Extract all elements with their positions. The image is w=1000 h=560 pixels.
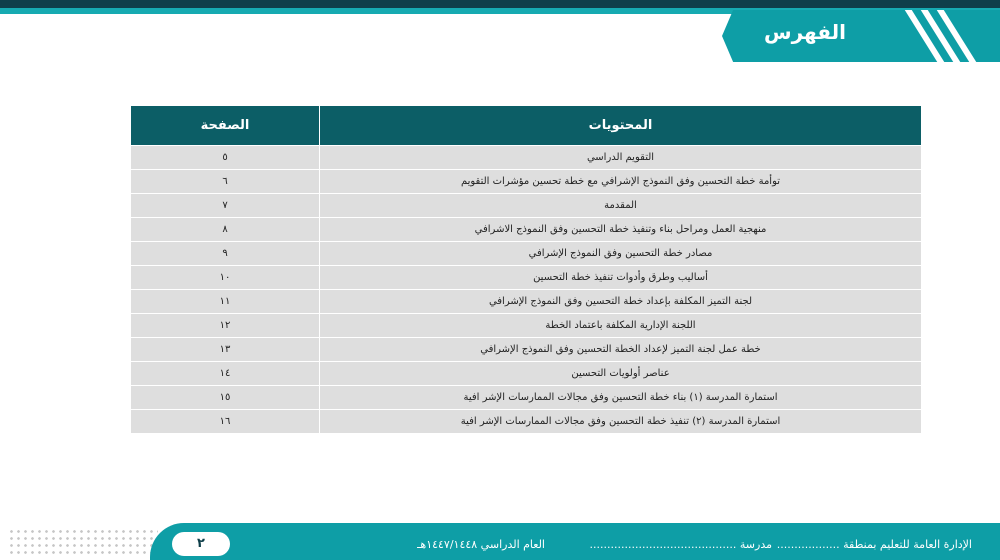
table-row [131,290,922,314]
footer-department: الإدارة العامة للتعليم بمنطقة .................. [776,538,972,551]
toc-entry-page: ١٤ [131,362,320,386]
toc-entry-title: المقدمة [320,194,922,218]
table-row [131,314,922,338]
toc-table [130,105,922,434]
toc-entry-page: ٧ [131,194,320,218]
table-row [131,266,922,290]
toc-entry-page: ١٠ [131,266,320,290]
header-contents: المحتويات [320,106,922,146]
page-title: الفهرس [763,20,846,44]
toc-entry-title: استمارة المدرسة (٢) تنفيذ خطة التحسين وفق مجالات الممارسات الإشر افية [320,410,922,434]
page-number: ٢ [172,532,230,556]
toc-entry-page: ١٣ [131,338,320,362]
toc-entry-title: التقويم الدراسي [320,146,922,170]
toc-entry-title: خطة عمل لجنة التميز لإعداد الخطة التحسين وفق النموذج الإشرافي [320,338,922,362]
toc-entry-title: لجنة التميز المكلفة بإعداد خطة التحسين وفق النموذج الإشرافي [320,290,922,314]
toc-entry-title: منهجية العمل ومراحل بناء وتنفيذ خطة التحسين وفق النموذج الاشرافي [320,218,922,242]
table-row [131,218,922,242]
header-page: الصفحة [131,106,320,146]
toc-entry-page: ١٥ [131,386,320,410]
toc-entry-page: ١٢ [131,314,320,338]
toc-entry-title: توأمة خطة التحسين وفق النموذج الإشرافي مع خطة تحسين مؤشرات التقويم [320,170,922,194]
toc-entry-title: عناصر أولويات التحسين [320,362,922,386]
toc-entry-page: ١١ [131,290,320,314]
toc-entry-page: ٨ [131,218,320,242]
toc-entry-page: ١٦ [131,410,320,434]
table-row [131,386,922,410]
toc-body [131,146,922,434]
toc-entry-title: أساليب وطرق وأدوات تنفيذ خطة التحسين [320,266,922,290]
table-row [131,338,922,362]
top-stripe [0,0,1000,8]
toc-entry-title: اللجنة الإدارية المكلفة باعتماد الخطة [320,314,922,338]
table-row [131,242,922,266]
toc-entry-page: ٦ [131,170,320,194]
toc-header-row [131,106,922,146]
toc-entry-page: ٥ [131,146,320,170]
table-row [131,146,922,170]
table-row [131,362,922,386]
table-row [131,194,922,218]
table-row [131,170,922,194]
footer-year: العام الدراسي ١٤٤٧/١٤٤٨هـ [417,538,545,551]
table-row [131,410,922,434]
footer-school: مدرسة .......................................... [589,538,772,551]
dot-pattern [8,528,158,558]
toc-entry-title: مصادر خطة التحسين وفق النموذج الإشرافي [320,242,922,266]
toc-entry-page: ٩ [131,242,320,266]
toc-entry-title: استمارة المدرسة (١) بناء خطة التحسين وفق مجالات الممارسات الإشر افية [320,386,922,410]
